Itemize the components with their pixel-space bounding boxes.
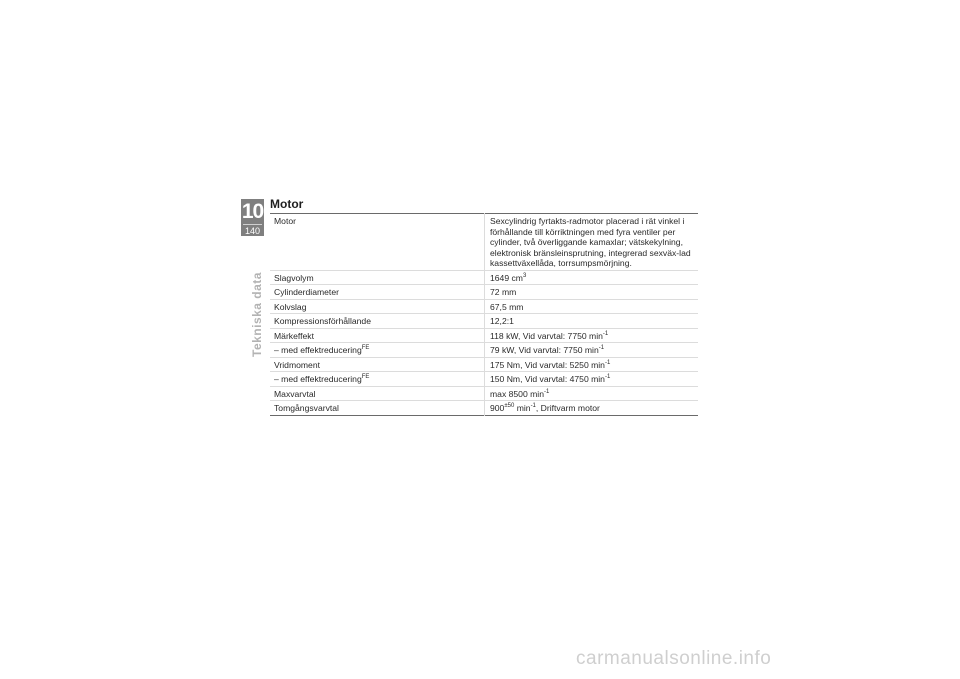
chapter-number: 10	[241, 200, 264, 223]
table-row	[270, 343, 698, 358]
table-row	[270, 328, 698, 343]
table-row	[270, 285, 698, 300]
table-row	[270, 299, 698, 314]
table-row	[270, 214, 698, 271]
spec-label: Kompressionsförhållande	[270, 314, 485, 329]
spec-value: 150 Nm, Vid varvtal: 4750 $\min^{-1}$	[485, 372, 699, 387]
chapter-side-label: Tekniska data	[250, 272, 264, 357]
spec-value: Sexcylindrig fyrtakts-radmotor placerad i rät vinkel i förhållande till körriktningen med fyra ventiler per cylinder, två överliggande kamaxlar; vätskekylning, elektronisk bränsleinsprutning, integrerad sexväx-lad kassettväxellåda, torrsumpsmörjning.	[485, 214, 699, 271]
page-number: 140	[244, 226, 261, 236]
spec-label: Motor	[270, 214, 485, 271]
spec-label: Kolvslag	[270, 299, 485, 314]
spec-value: 72 mm	[485, 285, 699, 300]
table-row	[270, 357, 698, 372]
chapter-divider	[243, 224, 262, 225]
table-row	[270, 386, 698, 401]
spec-value: 118 kW, Vid varvtal: 7750 $\min^{-1}$	[485, 328, 699, 343]
spec-label: Maxvarvtal	[270, 386, 485, 401]
spec-value: 1649 $cm^3$	[485, 270, 699, 285]
spec-label: Cylinderdiameter	[270, 285, 485, 300]
spec-value: 79 kW, Vid varvtal: 7750 $\min^{-1}$	[485, 343, 699, 358]
spec-value: 175 Nm, Vid varvtal: 5250 $\min^{-1}$	[485, 357, 699, 372]
spec-value: 12,2:1	[485, 314, 699, 329]
spec-label: – med effektreducering$^{FE}$	[270, 343, 485, 358]
spec-table	[270, 213, 698, 416]
spec-label: Tomgångsvarvtal	[270, 401, 485, 416]
table-row	[270, 314, 698, 329]
spec-label: – med effektreducering$^{FE}$	[270, 372, 485, 387]
spec-value: $900^{\pm 50}$ $\min^{-1}$, Driftvarm motor	[490, 403, 600, 413]
watermark-text: carmanualsonline.info	[576, 648, 772, 669]
spec-label: Slagvolym	[270, 270, 485, 285]
spec-value: max 8500 $\min^{-1}$	[485, 386, 699, 401]
table-row	[270, 270, 698, 285]
section-title: Motor	[270, 197, 304, 211]
spec-value: 67,5 mm	[485, 299, 699, 314]
table-row	[270, 401, 698, 416]
spec-label: Märkeffekt	[270, 328, 485, 343]
table-row	[270, 372, 698, 387]
spec-label: Vridmoment	[270, 357, 485, 372]
chapter-badge	[241, 199, 264, 236]
